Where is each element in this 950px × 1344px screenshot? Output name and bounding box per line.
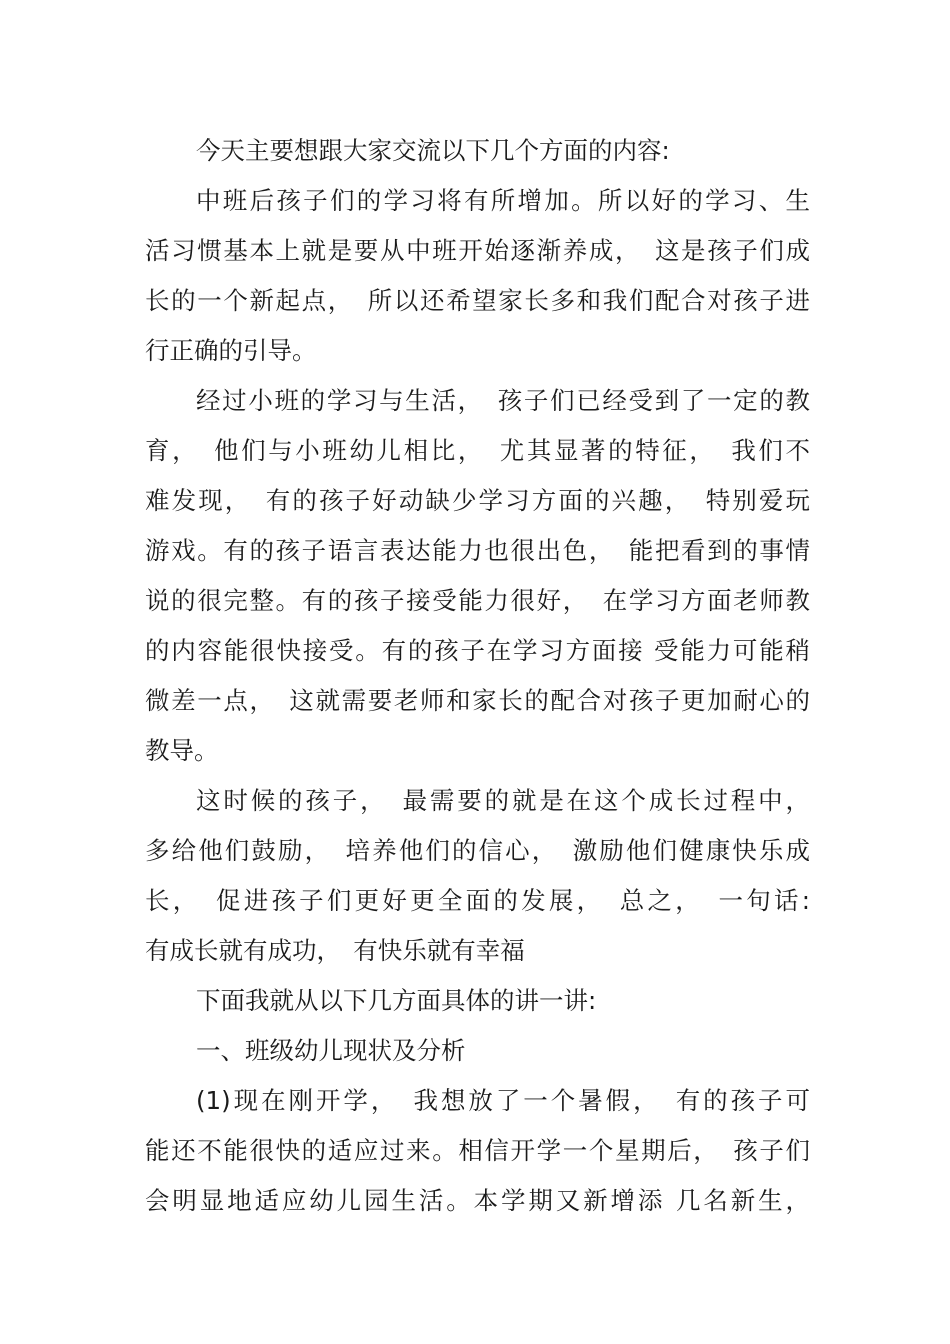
text-line-17: 有成长就有成功， 有快乐就有幸福 xyxy=(145,936,525,965)
text-line-16: 长， 促进孩子们更好更全面的发展， 总之， 一句话: xyxy=(145,886,810,915)
text-line-20: (1)现在刚开学， 我想放了一个暑假， 有的孩子可 xyxy=(196,1086,810,1115)
text-line-14: 这时候的孩子， 最需要的就是在这个成长过程中， xyxy=(196,786,810,815)
text-line-22: 会明显地适应幼儿园生活。本学期又新增添 几名新生， xyxy=(145,1186,810,1215)
text-line-4: 长的一个新起点， 所以还希望家长多和我们配合对孩子进 xyxy=(145,286,810,315)
text-line-11: 的内容能很快接受。有的孩子在学习方面接 受能力可能稍 xyxy=(145,636,810,665)
text-line-9: 游戏。有的孩子语言表达能力也很出色， 能把看到的事情 xyxy=(145,536,810,565)
text-line-7: 育， 他们与小班幼儿相比， 尤其显著的特征， 我们不 xyxy=(145,436,810,465)
text-line-1: 今天主要想跟大家交流以下几个方面的内容: xyxy=(196,136,670,165)
text-line-6: 经过小班的学习与生活， 孩子们已经受到了一定的教 xyxy=(196,386,810,415)
text-line-15: 多给他们鼓励， 培养他们的信心， 激励他们健康快乐成 xyxy=(145,836,810,865)
text-line-18: 下面我就从以下几方面具体的讲一讲: xyxy=(196,986,597,1015)
text-line-3: 活习惯基本上就是要从中班开始逐渐养成， 这是孩子们成 xyxy=(145,236,810,265)
text-line-21: 能还不能很快的适应过来。相信开学一个星期后， 孩子们 xyxy=(145,1136,810,1165)
section-heading: 一、班级幼儿现状及分析 xyxy=(196,1036,466,1065)
text-line-13: 教导。 xyxy=(145,736,219,765)
text-line-10: 说的很完整。有的孩子接受能力很好， 在学习方面老师教 xyxy=(145,586,810,615)
text-line-12: 微差一点， 这就需要老师和家长的配合对孩子更加耐心的 xyxy=(145,686,810,715)
text-line-8: 难发现， 有的孩子好动缺少学习方面的兴趣， 特别爱玩 xyxy=(145,486,810,515)
text-line-5: 行正确的引导。 xyxy=(145,336,317,365)
text-line-2: 中班后孩子们的学习将有所增加。所以好的学习、生 xyxy=(196,186,810,215)
document-body xyxy=(145,126,810,1226)
